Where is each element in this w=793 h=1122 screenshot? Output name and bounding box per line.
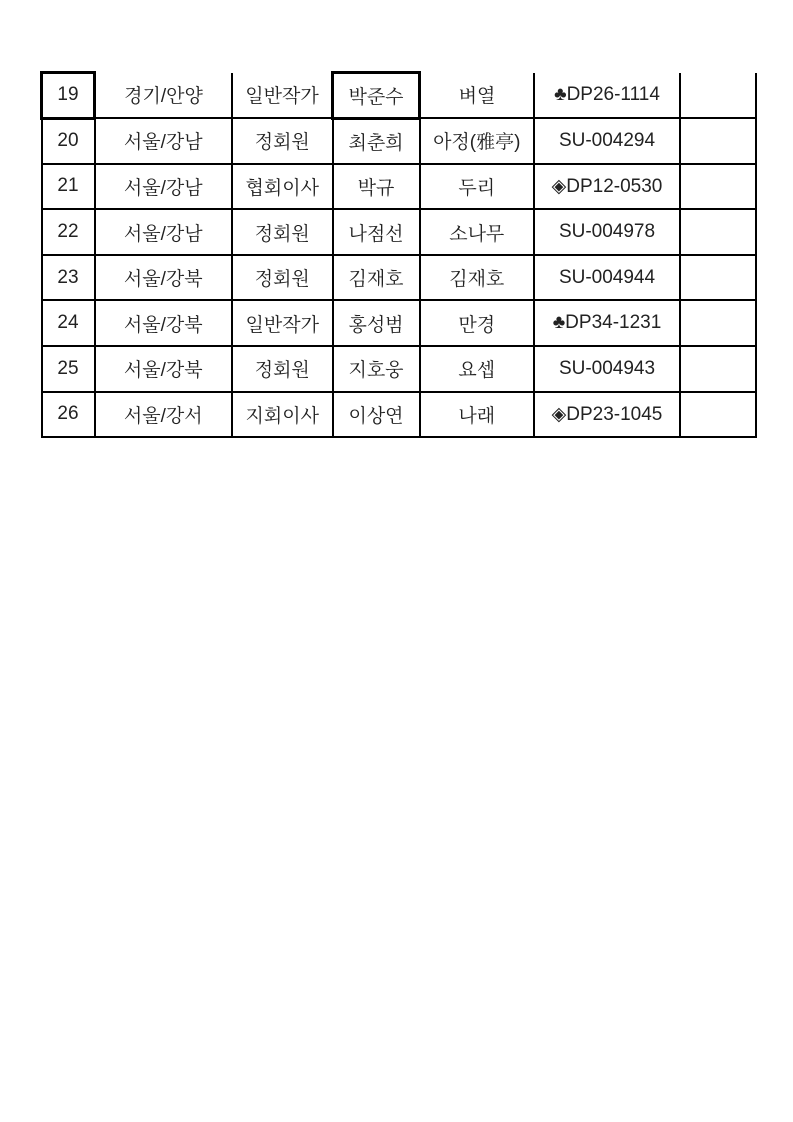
cell-region: 서울/강남 xyxy=(95,118,233,164)
cell-membership-type: 지회이사 xyxy=(232,392,333,438)
cell-row-number: 22 xyxy=(42,209,95,255)
cell-membership-type: 일반작가 xyxy=(232,73,333,119)
cell-row-number: 21 xyxy=(42,164,95,210)
cell-pen-name: 벼열 xyxy=(420,73,535,119)
cell-name: 박규 xyxy=(333,164,420,210)
cell-member-code: ◈DP12-0530 xyxy=(534,164,680,210)
cell-pen-name: 김재호 xyxy=(420,255,535,301)
cell-pen-name: 아정(雅亭) xyxy=(420,118,535,164)
cell-row-number: 24 xyxy=(42,300,95,346)
table-row xyxy=(42,346,757,392)
cell-note xyxy=(680,346,756,392)
cell-row-number: 25 xyxy=(42,346,95,392)
cell-member-code: ♣DP26-1114 xyxy=(534,73,680,119)
cell-name: 지호웅 xyxy=(333,346,420,392)
cell-membership-type: 정회원 xyxy=(232,209,333,255)
table-row xyxy=(42,255,757,301)
cell-row-number: 23 xyxy=(42,255,95,301)
cell-member-code: SU-004978 xyxy=(534,209,680,255)
cell-membership-type: 협회이사 xyxy=(232,164,333,210)
cell-pen-name: 요셉 xyxy=(420,346,535,392)
table-row xyxy=(42,392,757,438)
cell-region: 서울/강북 xyxy=(95,300,233,346)
cell-region: 서울/강남 xyxy=(95,164,233,210)
table-row xyxy=(42,300,757,346)
cell-pen-name: 나래 xyxy=(420,392,535,438)
table-row xyxy=(42,209,757,255)
cell-note xyxy=(680,118,756,164)
cell-region: 서울/강북 xyxy=(95,255,233,301)
cell-region: 서울/강서 xyxy=(95,392,233,438)
cell-note xyxy=(680,300,756,346)
cell-membership-type: 정회원 xyxy=(232,346,333,392)
cell-name: 김재호 xyxy=(333,255,420,301)
table-row xyxy=(42,164,757,210)
cell-note xyxy=(680,255,756,301)
cell-note xyxy=(680,164,756,210)
cell-region: 서울/강남 xyxy=(95,209,233,255)
cell-note xyxy=(680,73,756,119)
cell-membership-type: 일반작가 xyxy=(232,300,333,346)
cell-row-number: 20 xyxy=(42,118,95,164)
cell-row-number: 26 xyxy=(42,392,95,438)
cell-member-code: ♣DP34-1231 xyxy=(534,300,680,346)
cell-membership-type: 정회원 xyxy=(232,255,333,301)
cell-note xyxy=(680,209,756,255)
cell-name: 나점선 xyxy=(333,209,420,255)
cell-name: 홍성범 xyxy=(333,300,420,346)
cell-pen-name: 만경 xyxy=(420,300,535,346)
cell-member-code: SU-004294 xyxy=(534,118,680,164)
cell-row-number: 19 xyxy=(42,73,95,119)
cell-member-code: SU-004944 xyxy=(534,255,680,301)
cell-pen-name: 두리 xyxy=(420,164,535,210)
cell-name: 박준수 xyxy=(333,73,420,119)
table-row xyxy=(42,73,757,119)
cell-membership-type: 정회원 xyxy=(232,118,333,164)
cell-pen-name: 소나무 xyxy=(420,209,535,255)
cell-member-code: SU-004943 xyxy=(534,346,680,392)
cell-name: 최춘희 xyxy=(333,118,420,164)
table-row xyxy=(42,118,757,164)
cell-member-code: ◈DP23-1045 xyxy=(534,392,680,438)
cell-note xyxy=(680,392,756,438)
cell-region: 서울/강북 xyxy=(95,346,233,392)
member-table xyxy=(40,71,757,438)
cell-name: 이상연 xyxy=(333,392,420,438)
cell-region: 경기/안양 xyxy=(95,73,233,119)
member-table-body xyxy=(42,73,757,438)
